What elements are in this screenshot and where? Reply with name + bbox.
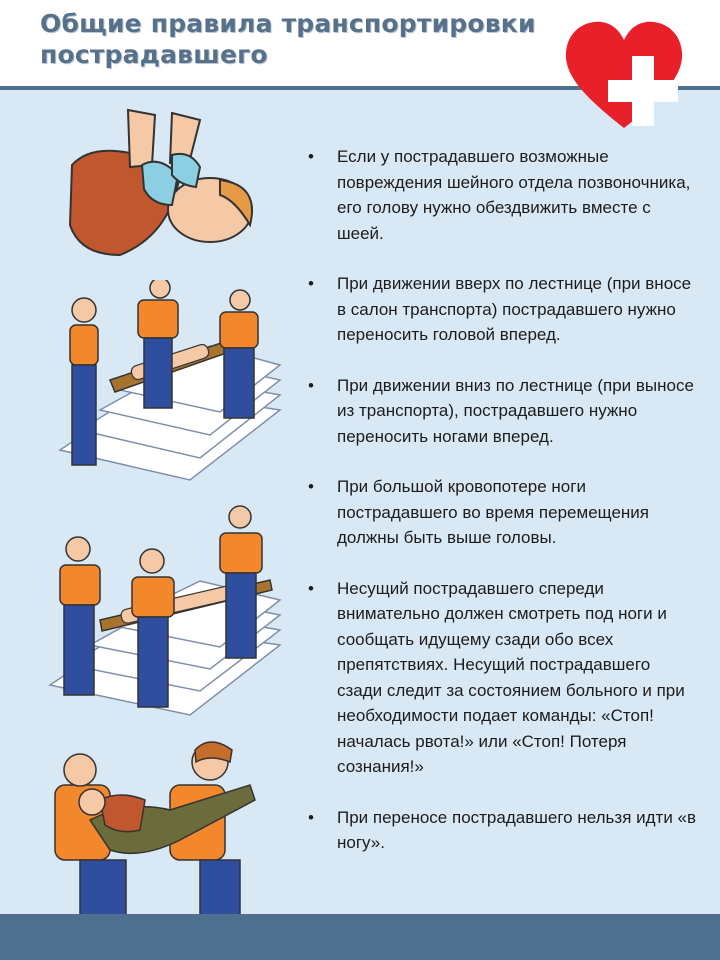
heart-cross-icon [562,18,686,132]
rule-text: При большой кровопотере ноги пострадавшего во время перемещения должны быть выше головы. [337,477,649,547]
rule-text: При переносе пострадавшего нельзя идти «в ногу». [337,807,697,852]
stretcher-up-stairs-icon [40,280,290,490]
page-title: Общие правила транспортировки пострадавшего [40,9,536,69]
rule-text: Несущий пострадавшего спереди внимательно должен смотреть под ноги и сообщать идущему сзади обо всех препятствиях. Несущий пострадавшего сзади следит за состоянием больного и при необходимости подает команды: «Стоп! началась рвота!» или «Стоп! Потеря сознания!» [337,578,685,776]
head-immobilization-icon [60,105,260,265]
bullet: • [308,147,314,166]
list-item [308,805,698,856]
rule-text: При движении вниз по лестнице (при выносе из транспорта), пострадавшего нужно переносить ногами вперед. [337,375,694,446]
two-person-carry-icon [50,740,265,915]
footer-bar [0,914,720,960]
list-item [308,373,698,450]
rules-list [308,144,698,881]
bullet: • [308,578,314,598]
bullet: • [308,807,314,827]
list-item [308,576,698,780]
stretcher-down-stairs-icon [40,505,290,720]
rule-text: Если у пострадавшего возможные повреждения шейного отдела позвоночника, его голову нужно обездвижить вместе с шеей. [337,147,691,243]
list-item [308,144,698,246]
list-item [308,474,698,551]
bullet: • [308,477,314,496]
bullet: • [308,274,314,293]
rule-text: При движении вверх по лестнице (при вносе в салон транспорта) пострадавшего нужно переносить головой вперед. [337,274,692,344]
bullet: • [308,375,314,395]
list-item [308,271,698,348]
